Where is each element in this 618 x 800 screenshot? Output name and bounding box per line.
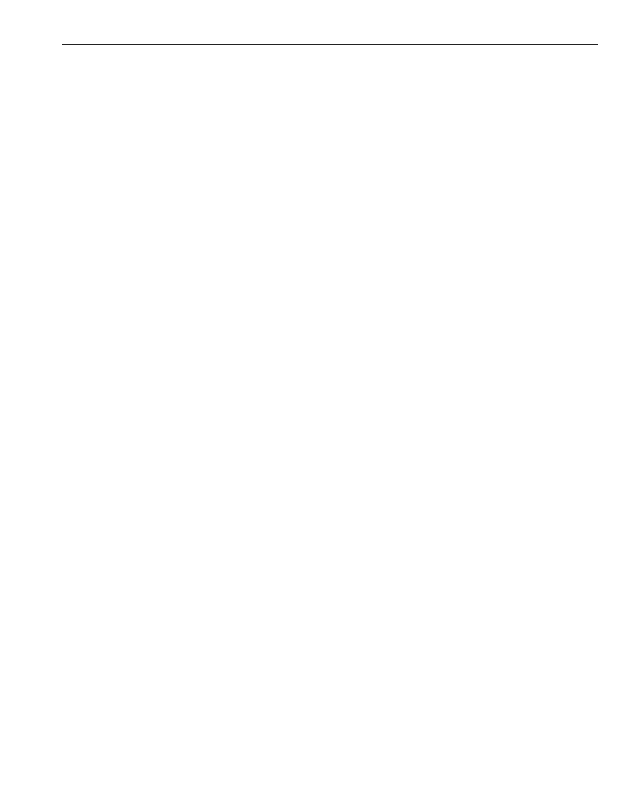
running-header <box>62 42 598 45</box>
expiration-block <box>72 218 330 222</box>
source-block <box>72 170 330 174</box>
